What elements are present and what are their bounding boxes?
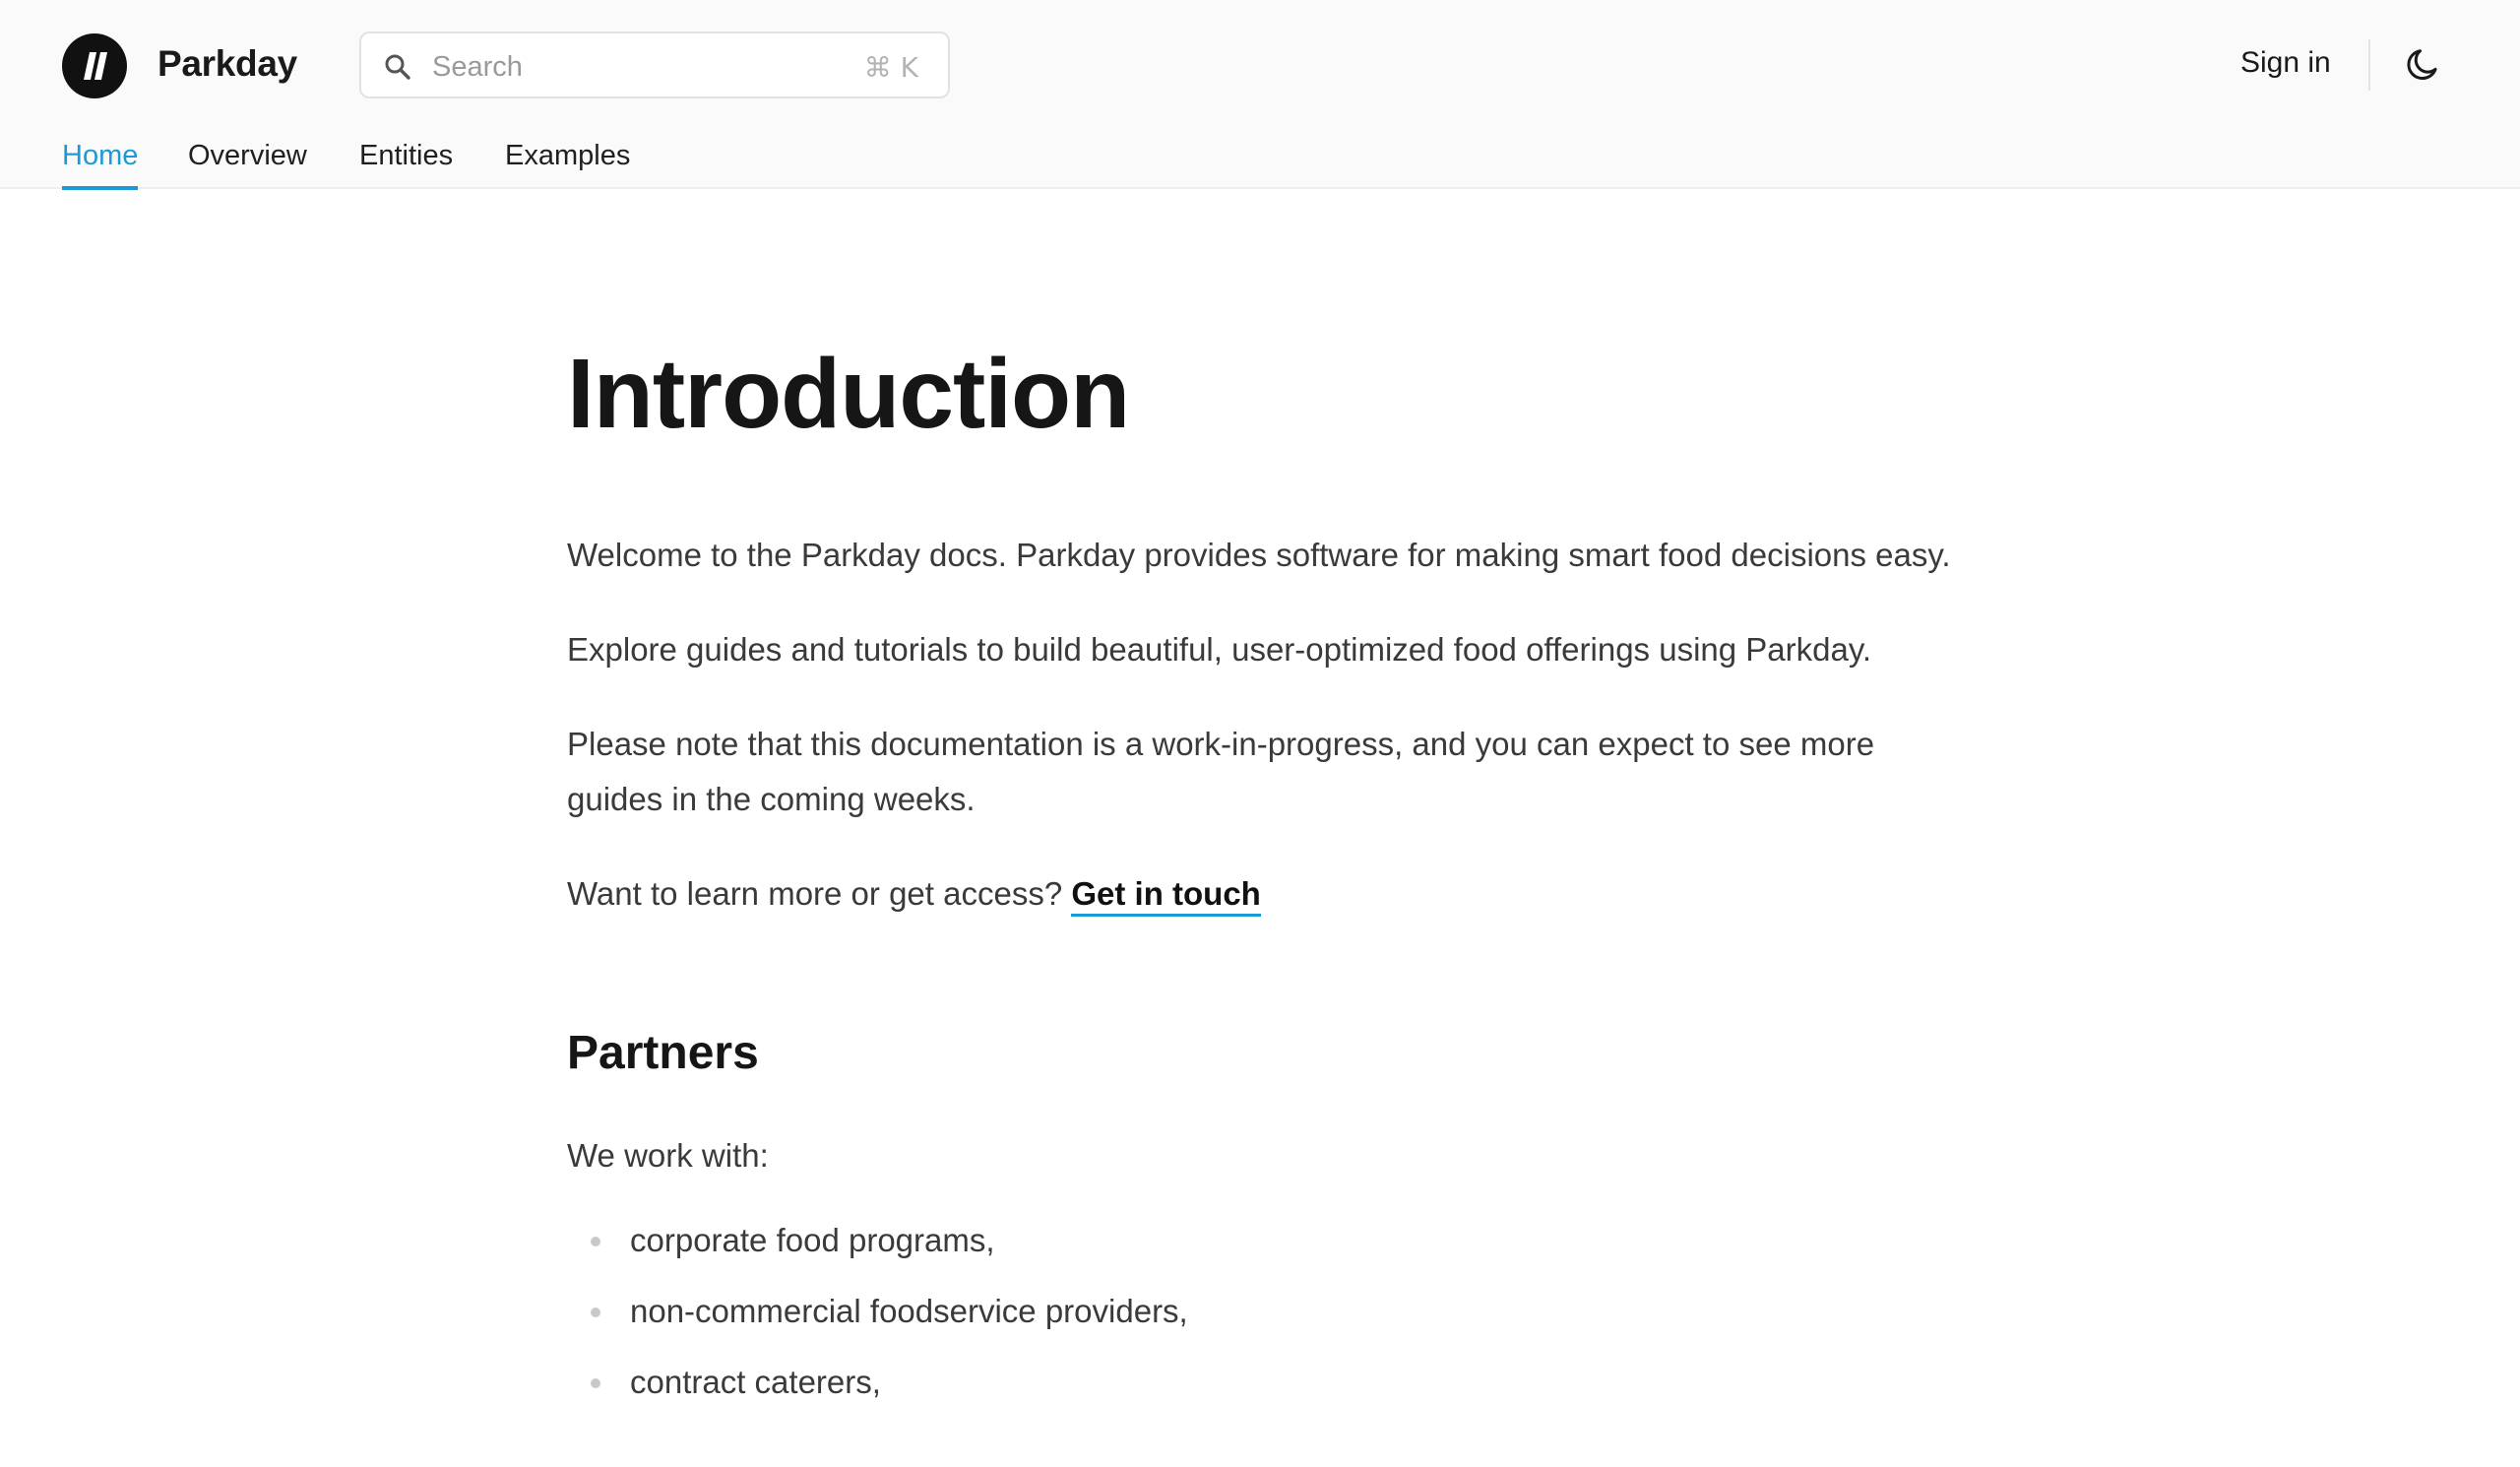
tab-entities[interactable]: Entities: [359, 140, 454, 171]
search-input[interactable]: [359, 32, 950, 98]
partners-list: [567, 1219, 1965, 1432]
main-content: [567, 335, 1965, 1432]
sign-in-link[interactable]: Sign in: [2240, 46, 2331, 79]
tab-home[interactable]: Home: [62, 140, 138, 190]
brand-name[interactable]: Parkday: [158, 43, 297, 84]
intro-paragraph: Welcome to the Parkday docs. Parkday provides software for making smart food decisions easy.: [567, 537, 1951, 573]
cta-paragraph: [567, 866, 1965, 922]
cta-text: Want to learn more or get access?: [567, 875, 1063, 912]
top-bar: [0, 0, 2520, 189]
partners-intro: We work with:: [567, 1137, 769, 1174]
page-title: Introduction: [567, 339, 1130, 449]
search-placeholder: Search: [432, 51, 523, 83]
list-item: non-commercial foodservice providers,: [567, 1290, 1965, 1361]
get-in-touch-link[interactable]: Get in touch: [1071, 875, 1261, 917]
search-icon: [383, 52, 412, 82]
guides-paragraph: Explore guides and tutorials to build beautiful, user-optimized food offerings using Parkday.: [567, 631, 1872, 668]
list-item: corporate food programs,: [567, 1219, 1965, 1290]
partners-heading: Partners: [567, 1027, 759, 1079]
search-shortcut: ⌘ K: [863, 51, 918, 84]
list-item: contract caterers,: [567, 1361, 1965, 1432]
wip-paragraph: Please note that this documentation is a work-in-progress, and you can expect to see more guides in the coming weeks.: [567, 726, 1875, 817]
tab-overview[interactable]: Overview: [188, 140, 307, 171]
tab-examples[interactable]: Examples: [505, 140, 631, 171]
parkday-logo-icon[interactable]: [62, 33, 127, 98]
moon-icon[interactable]: [2405, 43, 2446, 85]
header-divider: [2368, 39, 2370, 91]
